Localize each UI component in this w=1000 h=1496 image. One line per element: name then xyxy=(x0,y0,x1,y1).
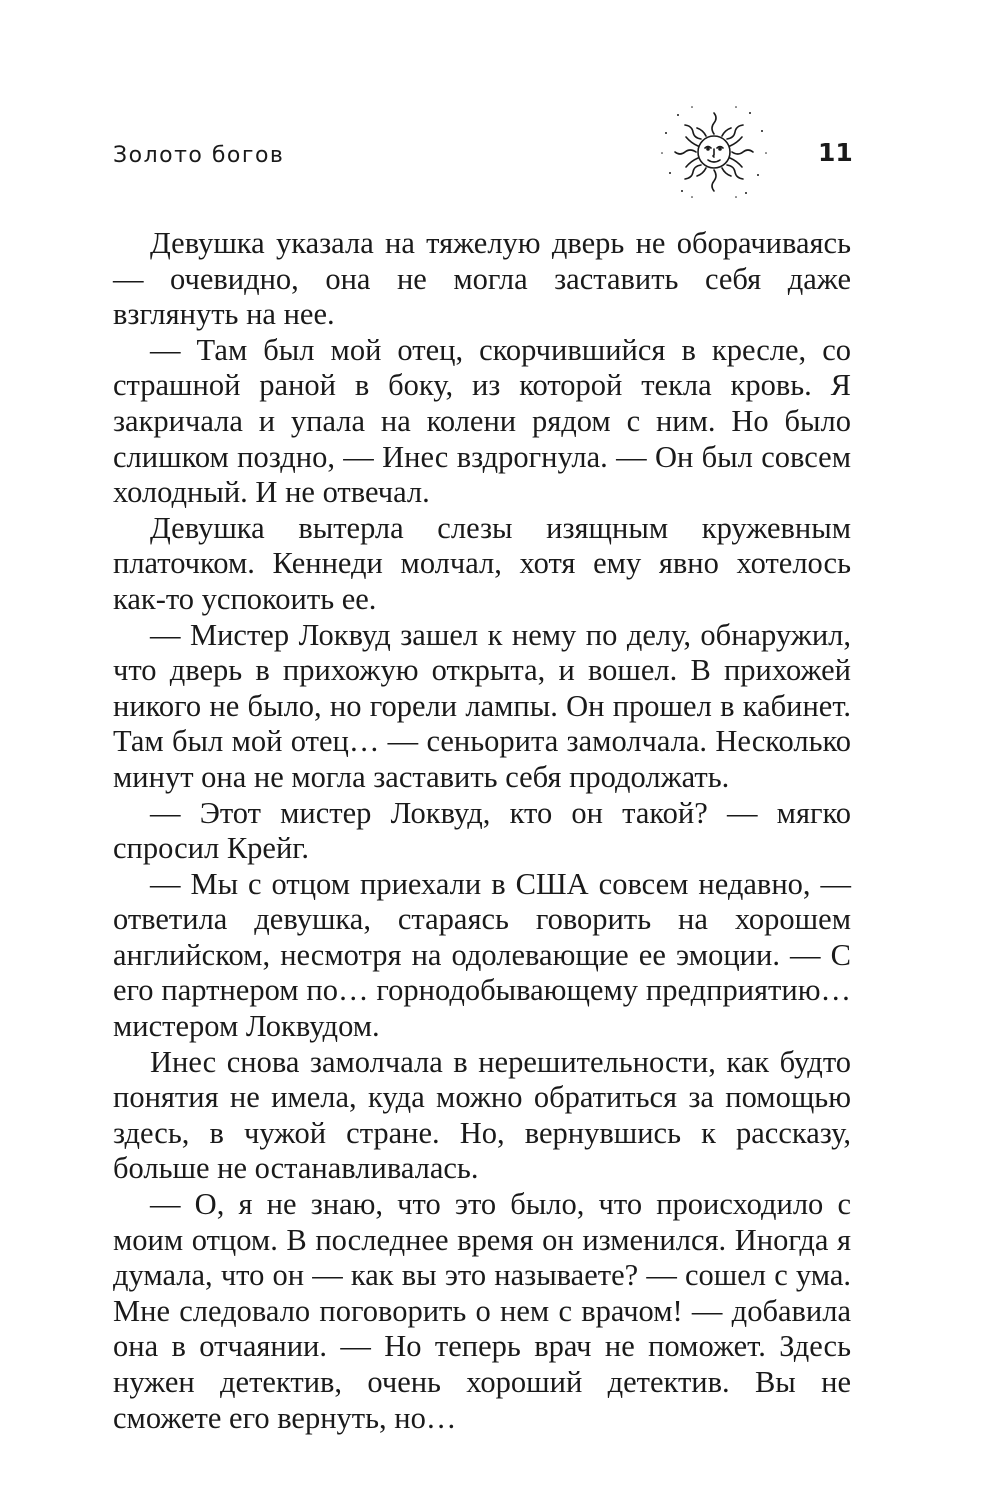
page-number: 11 xyxy=(818,138,853,167)
paragraph: — Там был мой отец, скорчившийся в кресле, со страшной раной в боку, из которой текла кровь. Я закричала и упала на колени рядом с ним. Но было слишком поздно, — Инес вздрогнула. — Он был совсем холодный. И не отвечал. xyxy=(113,332,851,510)
paragraph: Девушка указала на тяжелую дверь не оборачиваясь — очевидно, она не могла заставить себя даже взглянуть на нее. xyxy=(113,226,851,332)
paragraph: — Мы с отцом приехали в США совсем недавно, — ответила девушка, стараясь говорить на хорошем английском, несмотря на одолевающие ее эмоции. — С его партнером по… горнодобывающему предприятию… мистером Локвудом. xyxy=(113,866,851,1044)
sun-face-icon xyxy=(658,103,770,201)
paragraph: — О, я не знаю, что это было, что происходило с моим отцом. В последнее время он изменился. Иногда я думала, что он — как вы это называете? — сошел с ума. Мне следовало поговорить о нем с врачом! — добавила она в отчаянии. — Но теперь врач не поможет. Здесь нужен детектив, очень хороший детектив. Вы не сможете его вернуть, но… xyxy=(113,1187,851,1435)
paragraph: Девушка вытерла слезы изящным кружевным платочком. Кеннеди молчал, хотя ему явно хотелось как-то успокоить ее. xyxy=(113,510,851,616)
paragraph: Инес снова замолчала в нерешительности, как будто понятия не имела, куда можно обратиться за помощью здесь, в чужой стране. Но, вернувшись к рассказу, больше не останавливалась. xyxy=(113,1044,851,1186)
running-header-title: Золото богов xyxy=(113,143,285,168)
body-text xyxy=(113,226,851,1436)
paragraph: — Мистер Локвуд зашел к нему по делу, обнаружил, что дверь в прихожую открыта, и вошел. В прихожей никого не было, но горели лампы. Он прошел в кабинет. Там был мой отец… — сеньорита замолчала. Несколько минут она не могла заставить себя продолжать. xyxy=(113,617,851,794)
paragraph: — Этот мистер Локвуд, кто он такой? — мягко спросил Крейг. xyxy=(113,795,851,866)
